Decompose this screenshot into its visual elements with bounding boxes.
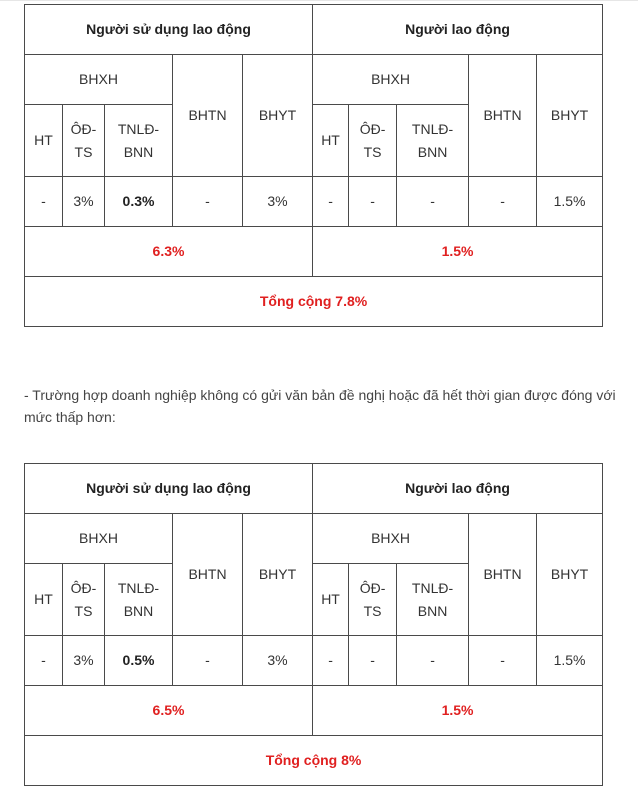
employer-tnld-value: 0.5% [105, 636, 173, 686]
employee-bhxh-header: BHXH [313, 514, 469, 564]
employer-ht-value: - [25, 636, 63, 686]
employer-tnld-value: 0.3% [105, 177, 173, 227]
insurance-rate-table-2 [24, 463, 603, 786]
employer-bhtn-value: - [173, 177, 243, 227]
employer-header: Người sử dụng lao động [25, 5, 313, 55]
employee-tnld-header: TNLĐ-BNN [397, 564, 469, 636]
employer-odts-value: 3% [63, 636, 105, 686]
grand-total: Tổng cộng 8% [25, 736, 603, 786]
employee-bhtn-header: BHTN [469, 514, 537, 636]
employee-ht-header: HT [313, 105, 349, 177]
employer-ht-header: HT [25, 564, 63, 636]
employer-bhyt-header: BHYT [243, 55, 313, 177]
employer-bhtn-header: BHTN [173, 55, 243, 177]
employee-bhtn-value: - [469, 177, 537, 227]
employee-bhyt-header: BHYT [537, 55, 603, 177]
employer-odts-value: 3% [63, 177, 105, 227]
employee-tnld-value: - [397, 177, 469, 227]
employer-odts-header: ÔĐ-TS [63, 105, 105, 177]
employee-total: 1.5% [313, 686, 603, 736]
employer-bhtn-value: - [173, 636, 243, 686]
employer-tnld-header: TNLĐ-BNN [105, 564, 173, 636]
employee-odts-value: - [349, 177, 397, 227]
employer-tnld-header: TNLĐ-BNN [105, 105, 173, 177]
employer-header: Người sử dụng lao động [25, 464, 313, 514]
employee-total: 1.5% [313, 227, 603, 277]
employee-bhyt-value: 1.5% [537, 636, 603, 686]
employer-total: 6.3% [25, 227, 313, 277]
employer-total: 6.5% [25, 686, 313, 736]
employee-odts-value: - [349, 636, 397, 686]
employee-bhyt-header: BHYT [537, 514, 603, 636]
top-divider [0, 0, 638, 1]
employee-tnld-value: - [397, 636, 469, 686]
grand-total: Tổng cộng 7.8% [25, 277, 603, 327]
employer-bhyt-value: 3% [243, 177, 313, 227]
employer-bhyt-value: 3% [243, 636, 313, 686]
employee-ht-header: HT [313, 564, 349, 636]
employer-bhtn-header: BHTN [173, 514, 243, 636]
employee-bhxh-header: BHXH [313, 55, 469, 105]
employer-ht-value: - [25, 177, 63, 227]
insurance-rate-table-1 [24, 4, 603, 327]
employee-odts-header: ÔĐ-TS [349, 105, 397, 177]
employer-bhyt-header: BHYT [243, 514, 313, 636]
employer-bhxh-header: BHXH [25, 514, 173, 564]
note-paragraph: - Trường hợp doanh nghiệp không có gửi văn bản đề nghị hoặc đã hết thời gian được đóng với mức thấp hơn: [24, 387, 616, 425]
employee-bhtn-header: BHTN [469, 55, 537, 177]
employee-odts-header: ÔĐ-TS [349, 564, 397, 636]
employee-bhtn-value: - [469, 636, 537, 686]
employee-ht-value: - [313, 177, 349, 227]
employee-tnld-header: TNLĐ-BNN [397, 105, 469, 177]
employee-ht-value: - [313, 636, 349, 686]
employee-header: Người lao động [313, 464, 603, 514]
employer-bhxh-header: BHXH [25, 55, 173, 105]
employee-header: Người lao động [313, 5, 603, 55]
employee-bhyt-value: 1.5% [537, 177, 603, 227]
employer-odts-header: ÔĐ-TS [63, 564, 105, 636]
employer-ht-header: HT [25, 105, 63, 177]
